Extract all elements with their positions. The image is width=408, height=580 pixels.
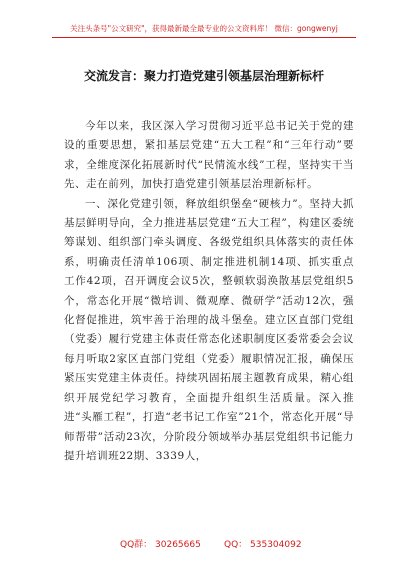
header-banner: 关注头条号"公文研究"，获得最新最全最专业的公文资料库！ 微信：gongwenyj	[70, 24, 338, 33]
footer-qq-contact: QQ： 535304092	[224, 540, 302, 550]
header-divider	[52, 37, 356, 38]
footer	[0, 537, 408, 551]
intro-paragraph: 今年以来，我区深入学习贯彻习近平总书记关于党的建设的重要思想，紧扣基层党建“五大工程”和“三年行动”要求，全维度深化拓展新时代“民情流水线”工程，坚持实干当先、走在前列，加快打造党建引领基层治理新标杆。	[64, 120, 354, 191]
document-title: 交流发言：聚力打造党建引领基层治理新标杆	[83, 69, 324, 83]
footer-qq-group: QQ群： 30265665	[120, 540, 201, 550]
document-body	[64, 117, 354, 466]
section-one-paragraph: 一、深化党建引领，释放组织堡垒“硬核力”。坚持大抓基层鲜明导向，全力推进基层党建“五大工程”，构建区委统筹谋划、组织部门牵头调度、各级党组织具体落实的责任体系，明确责任清单106项、制定推进机制14项、抓实重点工作42项，召开调度会议5次，整顿软弱涣散基层党组织5个，常态化开展“微培训、微观摩、微研学”活动12次，强化督促推进，筑牢善于治理的战斗堡垒。建立区直部门党组（党委）履行党建主体责任常态化述职制度区委常委会会议每月听取2家区直部门党组（党委）履职情况汇报，确保压紧压实党建主体责任。持续巩固拓展主题教育成果，精心组织开展党纪学习教育，全面提升组织生活质量。深入推进“头雁工程”，打造“老书记工作室”21个，常态化开展“导师帮带”活动23次，分阶段分领域举办基层党组织书记能力提升培训班22期、3339人，	[64, 197, 354, 462]
